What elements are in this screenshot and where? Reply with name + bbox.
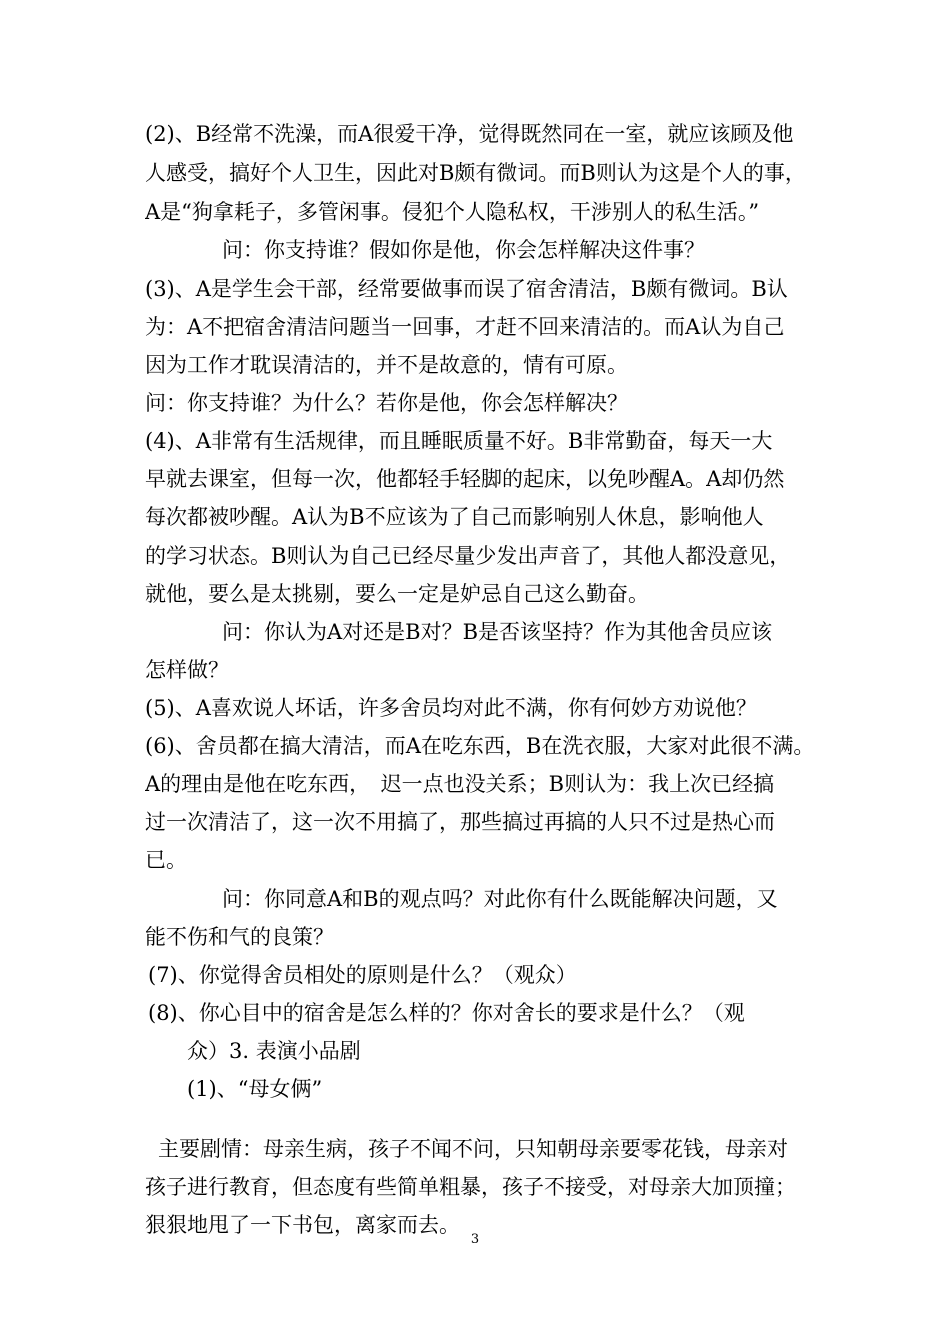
text-line: 主要剧情：母亲生病，孩子不闻不问，只知朝母亲要零花钱，母亲对: [158, 1137, 788, 1161]
text-line: 人感受，搞好个人卫生，因此对B颇有微词。而B则认为这是个人的事，: [145, 161, 806, 185]
text-line: 能不伤和气的良策？: [145, 925, 334, 949]
text-line: 早就去课室，但每一次，他都轻手轻脚的起床，以免吵醒A。A却仍然: [145, 467, 785, 491]
text-line: 已。: [145, 848, 187, 872]
text-line: A是“狗拿耗子，多管闲事。侵犯个人隐私权，干涉别人的私生活。”: [145, 200, 760, 224]
text-line: 狠狠地甩了一下书包，离家而去。: [145, 1213, 460, 1237]
text-line: 就他，要么是太挑剔，要么一定是妒忌自己这么勤奋。: [145, 582, 649, 606]
text-line: (7)、你觉得舍员相处的原则是什么？（观众）: [148, 963, 577, 987]
page-number: 3: [470, 1232, 480, 1247]
text-line: (4)、A非常有生活规律，而且睡眠质量不好。B非常勤奋，每天一大: [145, 429, 773, 453]
text-line: (3)、A是学生会干部，经常要做事而误了宿舍清洁，B颇有微词。B认: [145, 277, 788, 301]
text-line: 问：你支持谁？假如你是他，你会怎样解决这件事？: [222, 238, 705, 262]
text-line: 问：你同意A和B的观点吗？对此你有什么既能解决问题，又: [222, 887, 778, 911]
text-line: 问：你支持谁？为什么？若你是他，你会怎样解决？: [145, 391, 628, 415]
text-line: A的理由是他在吃东西， 迟一点也没关系；B则认为：我上次已经搞: [145, 772, 775, 796]
text-line: 因为工作才耽误清洁的，并不是故意的，情有可原。: [145, 353, 628, 377]
text-line: (8)、你心目中的宿舍是怎么样的？你对舍长的要求是什么？（观: [148, 1001, 745, 1025]
text-line: 每次都被吵醒。A认为B不应该为了自己而影响别人休息，影响他人: [145, 505, 764, 529]
text-line: 众）3. 表演小品剧: [187, 1039, 361, 1063]
text-line: (5)、A喜欢说人坏话，许多舍员均对此不满，你有何妙方劝说他？: [145, 696, 757, 720]
text-line: (6)、舍员都在搞大清洁，而A在吃东西，B在洗衣服，大家对此很不满。: [145, 734, 815, 758]
text-line: 孩子进行教育，但态度有些简单粗暴，孩子不接受，对母亲大加顶撞；: [145, 1175, 796, 1199]
text-line: 过一次清洁了，这一次不用搞了，那些搞过再搞的人只不过是热心而: [145, 810, 775, 834]
text-line: 的学习状态。B则认为自己已经尽量少发出声音了，其他人都没意见，: [145, 544, 791, 568]
text-line: (2)、B经常不洗澡，而A很爱干净，觉得既然同在一室，就应该顾及他: [145, 122, 794, 146]
text-line: 为：A不把宿舍清洁问题当一回事，才赶不回来清洁的。而A认为自己: [145, 315, 785, 339]
text-line: (1)、“母女俩”: [187, 1077, 323, 1101]
text-line: 怎样做？: [145, 658, 229, 682]
text-line: 问：你认为A对还是B对？B是否该坚持？作为其他舍员应该: [222, 620, 773, 644]
